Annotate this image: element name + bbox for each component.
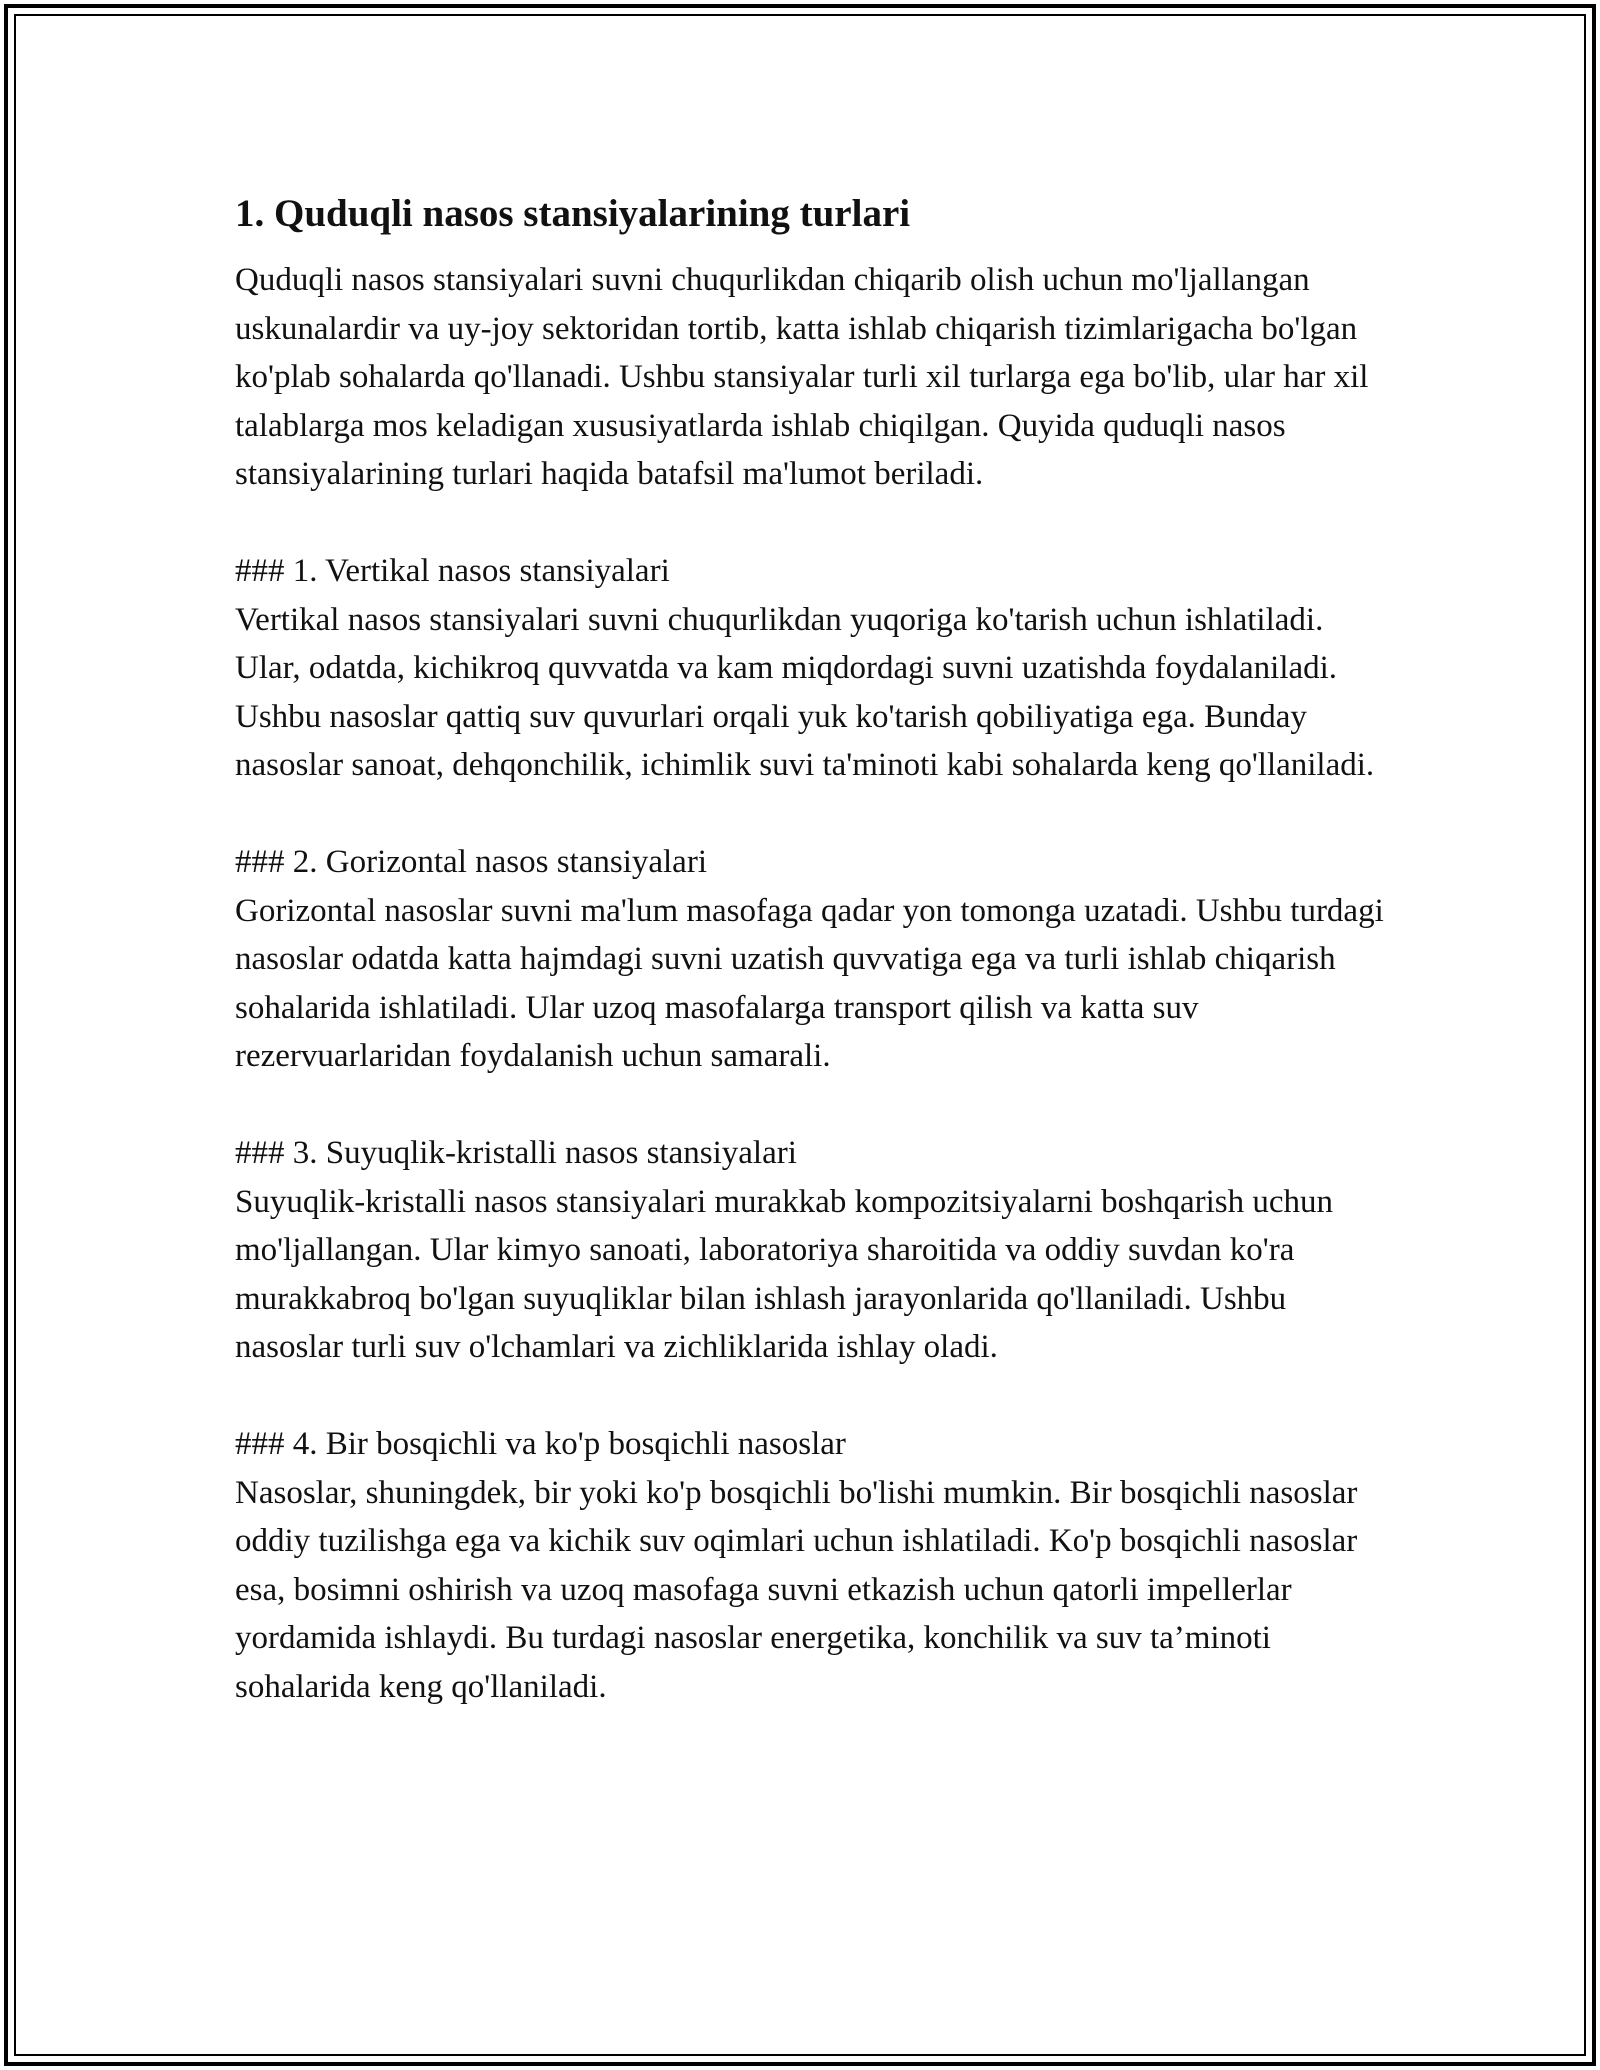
section-heading: ### 3. Suyuqlik-kristalli nasos stansiyalari [235,1135,797,1171]
section-paragraph: Suyuqlik-kristalli nasos stansiyalari murakkab kompozitsiyalarni boshqarish uchun mo'ljallangan. Ular kimyo sanoati, laboratoriya sharoitida va oddiy suvdan ko'ra murakkabroq bo'lgan suyuqliklar bilan ishlash jarayonlarida qo'llaniladi. Ushbu nasoslar turli suv o'lchamlari va zichliklarida ishlay oladi. [235,1183,1333,1365]
section-heading: ### 1. Vertikal nasos stansiyalari [235,553,670,589]
document-body [235,186,1395,1711]
document-title: 1. Quduqli nasos stansiyalarining turlari [235,192,911,235]
section-stage-pumps [235,1420,1395,1711]
intro-paragraph: Quduqli nasos stansiyalari suvni chuqurlikdan chiqarib olish uchun mo'ljallangan uskunalardir va uy-joy sektoridan tortib, katta ishlab chiqarish tizimlarigacha bo'lgan ko'plab sohalarda qo'llanadi. Ushbu stansiyalar turli xil turlarga ega bo'lib, ular har xil talablarga mos keladigan xususiyatlarda ishlab chiqilgan. Quyida quduqli nasos stansiyalarining turlari haqida batafsil ma'lumot beriladi. [235,262,1369,492]
section-paragraph: Nasoslar, shuningdek, bir yoki ko'p bosqichli bo'lishi mumkin. Bir bosqichli nasoslar oddiy tuzilishga ega va kichik suv oqimlari uchun ishlatiladi. Ko'p bosqichli nasoslar esa, bosimni oshirish va uzoq masofaga suvni etkazish uchun qatorli impellerlar yordamida ishlaydi. Bu turdagi nasoslar energetika, konchilik va suv ta’minoti sohalarida keng qo'llaniladi. [235,1474,1358,1705]
section-paragraph: Vertikal nasos stansiyalari suvni chuqurlikdan yuqoriga ko'tarish uchun ishlatiladi. Ular, odatda, kichikroq quvvatda va kam miqdordagi suvni uzatishda foydalaniladi. Ushbu nasoslar qattiq suv quvurlari orqali yuk ko'tarish qobiliyatiga ega. Bunday nasoslar sanoat, dehqonchilik, ichimlik suvi ta'minoti kabi sohalarda keng qo'llaniladi. [235,601,1375,783]
section-heading: ### 4. Bir bosqichli va ko'p bosqichli nasoslar [235,1426,846,1462]
section-vertical-pumps [235,547,1395,790]
section-heading: ### 2. Gorizontal nasos stansiyalari [235,844,707,880]
section-liquid-crystal-pumps [235,1129,1395,1372]
section-horizontal-pumps [235,838,1395,1081]
section-paragraph: Gorizontal nasoslar suvni ma'lum masofaga qadar yon tomonga uzatadi. Ushbu turdagi nasoslar odatda katta hajmdagi suvni uzatish quvvatiga ega va turli ishlab chiqarish sohalarida ishlatiladi. Ular uzoq masofalarga transport qilish va katta suv rezervuarlaridan foydalanish uchun samarali. [235,892,1384,1074]
